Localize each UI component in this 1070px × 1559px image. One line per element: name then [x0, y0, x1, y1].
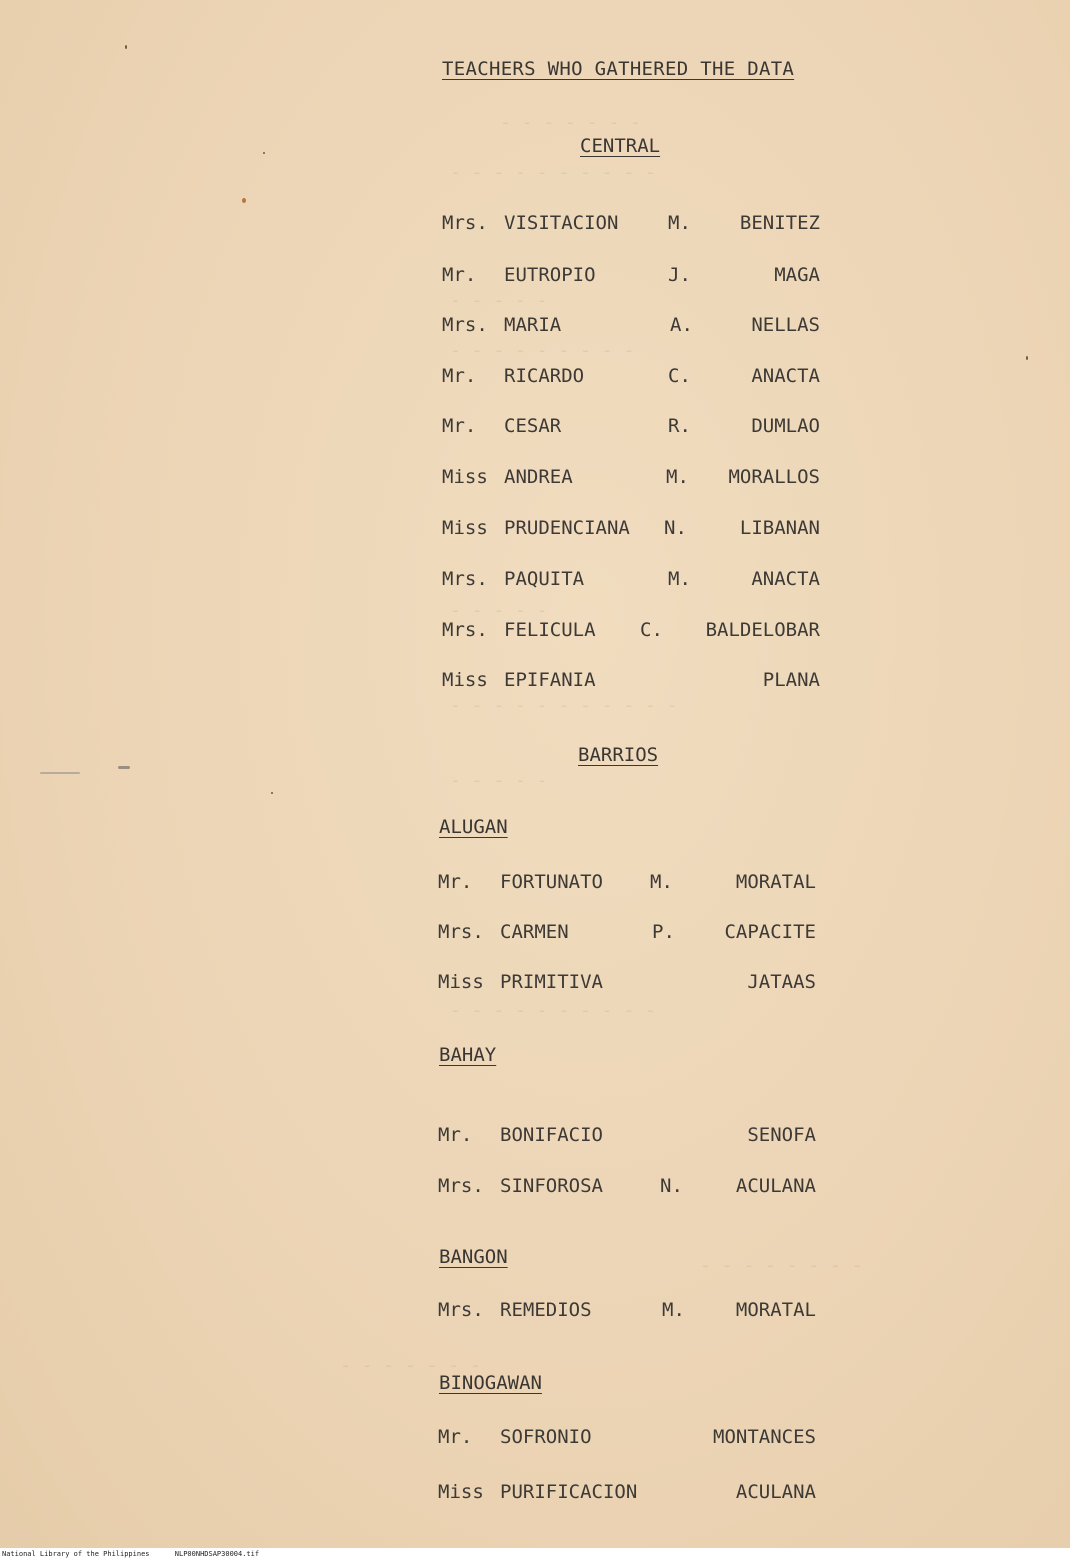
teacher-middle-initial: N.: [664, 517, 687, 539]
teacher-last-name: JATAAS: [747, 971, 816, 993]
footer-caption: National Library of the Philippines NLP00NHDSAP30004.tif: [2, 1550, 260, 1558]
teacher-first-name: RICARDO: [504, 365, 585, 387]
teacher-row: [442, 210, 820, 236]
paper-speck: [263, 152, 265, 154]
teacher-title: Miss: [442, 669, 488, 691]
teacher-first-name: PURIFICACION: [500, 1481, 638, 1503]
teacher-first-name: SOFRONIO: [500, 1426, 592, 1448]
teacher-title: Miss: [438, 1481, 484, 1503]
barrio-heading: BANGON: [439, 1246, 508, 1268]
page-title: TEACHERS WHO GATHERED THE DATA: [442, 58, 795, 80]
teacher-first-name: BONIFACIO: [500, 1124, 603, 1146]
teacher-title: Mrs.: [442, 568, 488, 590]
teacher-middle-initial: A.: [670, 314, 693, 336]
teacher-title: Mr.: [438, 1124, 473, 1146]
teacher-middle-initial: C.: [668, 365, 691, 387]
teacher-middle-initial: N.: [660, 1175, 683, 1197]
teacher-title: Mr.: [442, 264, 477, 286]
teacher-title: Mr.: [438, 1426, 473, 1448]
barrios-heading: BARRIOS: [578, 744, 659, 766]
teacher-title: Mrs.: [442, 314, 488, 336]
teacher-title: Miss: [438, 971, 484, 993]
teacher-first-name: SINFOROSA: [500, 1175, 603, 1197]
teacher-title: Mr.: [442, 365, 477, 387]
teacher-last-name: BENITEZ: [739, 212, 820, 234]
teacher-last-name: DUMLAO: [751, 415, 820, 437]
teacher-row: [438, 1122, 816, 1148]
barrio-heading: ALUGAN: [439, 816, 508, 838]
teacher-last-name: ACULANA: [735, 1481, 816, 1503]
teacher-middle-initial: M.: [668, 212, 691, 234]
barrio-heading: BINOGAWAN: [439, 1372, 542, 1394]
teacher-last-name: BALDELOBAR: [705, 619, 820, 641]
teacher-title: Mrs.: [438, 921, 484, 943]
teacher-middle-initial: C.: [640, 619, 663, 641]
teacher-middle-initial: M.: [668, 568, 691, 590]
teacher-row: [442, 667, 820, 693]
paper-speck: [40, 772, 80, 774]
teacher-middle-initial: M.: [650, 871, 673, 893]
teacher-row: [442, 262, 820, 288]
teacher-first-name: CESAR: [504, 415, 562, 437]
barrio-heading: BAHAY: [439, 1044, 497, 1066]
teacher-last-name: MAGA: [774, 264, 820, 286]
paper-speck: [242, 198, 246, 203]
teacher-title: Mrs.: [442, 619, 488, 641]
teacher-row: [438, 1297, 816, 1323]
teacher-last-name: MONTANCES: [713, 1426, 816, 1448]
paper-speck: [1026, 356, 1028, 360]
teacher-first-name: PRIMITIVA: [500, 971, 603, 993]
teacher-row: [442, 566, 820, 592]
teacher-last-name: PLANA: [762, 669, 820, 691]
teacher-row: [438, 1173, 816, 1199]
paper-speck: [118, 766, 130, 769]
teacher-row: [442, 363, 820, 389]
paper-speck: [125, 45, 127, 49]
teacher-row: [438, 869, 816, 895]
teacher-last-name: ANACTA: [751, 568, 820, 590]
central-heading: CENTRAL: [580, 135, 661, 157]
teacher-title: Miss: [442, 517, 488, 539]
teacher-row: [438, 919, 816, 945]
teacher-row: [442, 617, 820, 643]
teacher-first-name: EUTROPIO: [504, 264, 596, 286]
teacher-last-name: MORATAL: [735, 1299, 816, 1321]
teacher-middle-initial: J.: [668, 264, 691, 286]
teacher-first-name: REMEDIOS: [500, 1299, 592, 1321]
teacher-first-name: CARMEN: [500, 921, 569, 943]
teacher-first-name: VISITACION: [504, 212, 619, 234]
teacher-title: Mr.: [442, 415, 477, 437]
teacher-row: [442, 413, 820, 439]
teacher-first-name: PRUDENCIANA: [504, 517, 630, 539]
teacher-last-name: ANACTA: [751, 365, 820, 387]
teacher-last-name: LIBANAN: [739, 517, 820, 539]
teacher-middle-initial: M.: [662, 1299, 685, 1321]
teacher-last-name: MORALLOS: [728, 466, 820, 488]
teacher-title: Miss: [442, 466, 488, 488]
teacher-row: [442, 515, 820, 541]
teacher-first-name: MARIA: [504, 314, 562, 336]
teacher-first-name: FELICULA: [504, 619, 596, 641]
teacher-middle-initial: R.: [668, 415, 691, 437]
teacher-first-name: EPIFANIA: [504, 669, 596, 691]
paper-speck: [271, 792, 273, 794]
teacher-first-name: FORTUNATO: [500, 871, 603, 893]
teacher-row: [438, 969, 816, 995]
teacher-last-name: ACULANA: [735, 1175, 816, 1197]
teacher-row: [442, 464, 820, 490]
teacher-first-name: PAQUITA: [504, 568, 585, 590]
teacher-middle-initial: P.: [652, 921, 675, 943]
teacher-row: [438, 1479, 816, 1505]
teacher-last-name: SENOFA: [747, 1124, 816, 1146]
teacher-title: Mrs.: [438, 1175, 484, 1197]
teacher-row: [438, 1424, 816, 1450]
teacher-last-name: MORATAL: [735, 871, 816, 893]
teacher-title: Mrs.: [438, 1299, 484, 1321]
teacher-last-name: CAPACITE: [724, 921, 816, 943]
teacher-row: [442, 312, 820, 338]
teacher-first-name: ANDREA: [504, 466, 573, 488]
teacher-middle-initial: M.: [666, 466, 689, 488]
teacher-last-name: NELLAS: [751, 314, 820, 336]
teacher-title: Mrs.: [442, 212, 488, 234]
teacher-title: Mr.: [438, 871, 473, 893]
